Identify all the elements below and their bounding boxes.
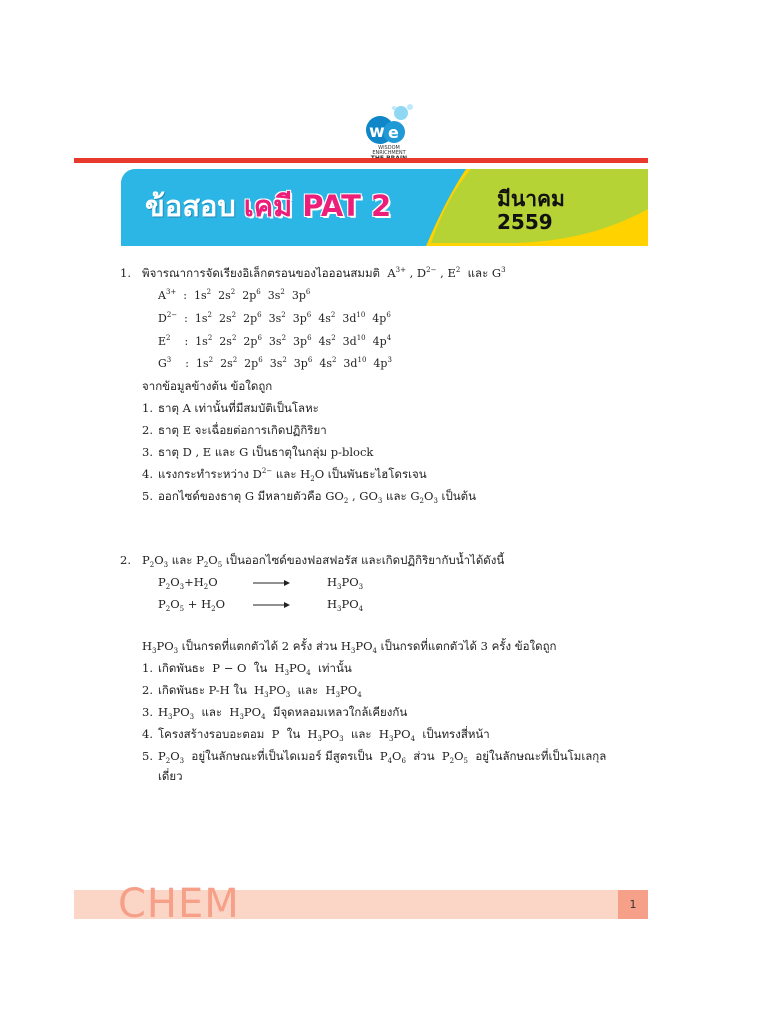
choice-text: ธาตุ E จะเฉื่อยต่อการเกิดปฏิกิริยา: [158, 423, 327, 437]
reaction-reactants: $P_2O_3+H_2O$: [158, 575, 218, 591]
choice-number: 3.: [142, 445, 153, 459]
choice-text: ออกไซด์ของธาตุ G มีหลายตัวคือ $GO_2$ , $GO_3$ และ $G_2O_3$ เป็นต้น: [158, 489, 476, 505]
exam-title-prefix: ข้อสอบ: [145, 189, 236, 223]
question-prompt: $H_3PO_3$ เป็นกรดที่แตกตัวได้ 2 ครั้ง ส่วน $H_3PO_4$ เป็นกรดที่แตกตัวได้ 3 ครั้ง ข้อใดถูก: [142, 639, 557, 655]
footer-subject: CHEM: [118, 881, 240, 927]
choice-number: 3.: [142, 705, 153, 719]
choice-text: เกิดพันธะ P − O ใน $H_3PO_4$ เท่านั้น: [158, 661, 352, 677]
question-prompt: จากข้อมูลข้างต้น ข้อใดถูก: [142, 379, 273, 393]
question-stem: $P_2O_3$ และ $P_2O_5$ เป็นออกไซด์ของฟอสฟอรัส และเกิดปฏิกิริยากับน้ำได้ดังนี้: [142, 553, 505, 569]
arrow-icon: [253, 601, 291, 609]
choice-number: 2.: [142, 683, 153, 697]
choice-text: โครงสร้างรอบอะตอม P ใน $H_3PO_3$ และ $H_3PO_4$ เป็นทรงสี่หน้า: [158, 727, 490, 743]
choice-text: ธาตุ A เท่านั้นที่มีสมบัติเป็นโลหะ: [158, 401, 319, 415]
choice-text: เกิดพันธะ P-H ใน $H_3PO_3$ และ $H_3PO_4$: [158, 683, 362, 699]
choice-text: $H_3PO_3$ และ $H_3PO_4$ มีจุดหลอมเหลวใกล้เคียงกัน: [158, 705, 408, 721]
config-row: $A^{3+}$ : $1s^2$ $2s^2$ $2p^6$ $3s^2$ $3p^6$: [158, 288, 311, 302]
choice-text-continued: เดี่ยว: [158, 769, 183, 783]
exam-subject: เคมี PAT 2: [243, 189, 392, 223]
header-rule: [74, 158, 648, 163]
reaction-product: $H_3PO_4$: [327, 597, 364, 613]
choice-number: 1.: [142, 661, 153, 675]
svg-text:e: e: [388, 123, 399, 142]
svg-text:w: w: [369, 122, 385, 142]
exam-month: มีนาคม: [497, 187, 565, 211]
question-stem: พิจารณาการจัดเรียงอิเล็กตรอนของไอออนสมมติ $A^{3+}$ , $D^{2-}$ , $E^2$ และ $G^3$: [142, 266, 506, 280]
exam-title: [145, 183, 391, 229]
choice-text: แรงกระทำระหว่าง $D^{2-}$ และ $H_2O$ เป็นพันธะไฮโดรเจน: [158, 467, 427, 483]
arrow-icon: [253, 579, 291, 587]
config-row: $G^3$ : $1s^2$ $2s^2$ $2p^6$ $3s^2$ $3p^6$ $4s^2$ $3d^{10}$ $4p^3$: [158, 356, 392, 370]
logo-caption: WISDOM ENRICHMENT: [372, 145, 406, 156]
choice-number: 4.: [142, 467, 153, 481]
reaction-product: $H_3PO_3$: [327, 575, 364, 591]
choice-number: 5.: [142, 749, 153, 763]
config-row: $E^2$ : $1s^2$ $2s^2$ $2p^6$ $3s^2$ $3p^6$ $4s^2$ $3d^{10}$ $4p^4$: [158, 334, 392, 348]
title-banner: [121, 169, 648, 246]
choice-number: 2.: [142, 423, 153, 437]
choice-number: 5.: [142, 489, 153, 503]
config-row: $D^{2-}$ : $1s^2$ $2s^2$ $2p^6$ $3s^2$ $3p^6$ $4s^2$ $3d^{10}$ $4p^6$: [158, 311, 391, 325]
question-number: 2.: [120, 553, 131, 567]
exam-year: 2559: [497, 210, 553, 234]
choice-text: $P_2O_3$ อยู่ในลักษณะที่เป็นไดเมอร์ มีสูตรเป็น $P_4O_6$ ส่วน $P_2O_5$ อยู่ในลักษณะที่เป็นโมเลกุล: [158, 749, 607, 765]
choice-number: 4.: [142, 727, 153, 741]
choice-number: 1.: [142, 401, 153, 415]
page-number: 1: [618, 890, 648, 919]
choice-text: ธาตุ D , E และ G เป็นธาตุในกลุ่ม p-block: [158, 445, 374, 459]
reaction-reactants: $P_2O_5 + H_2O$: [158, 597, 226, 613]
question-number: 1.: [120, 266, 131, 280]
